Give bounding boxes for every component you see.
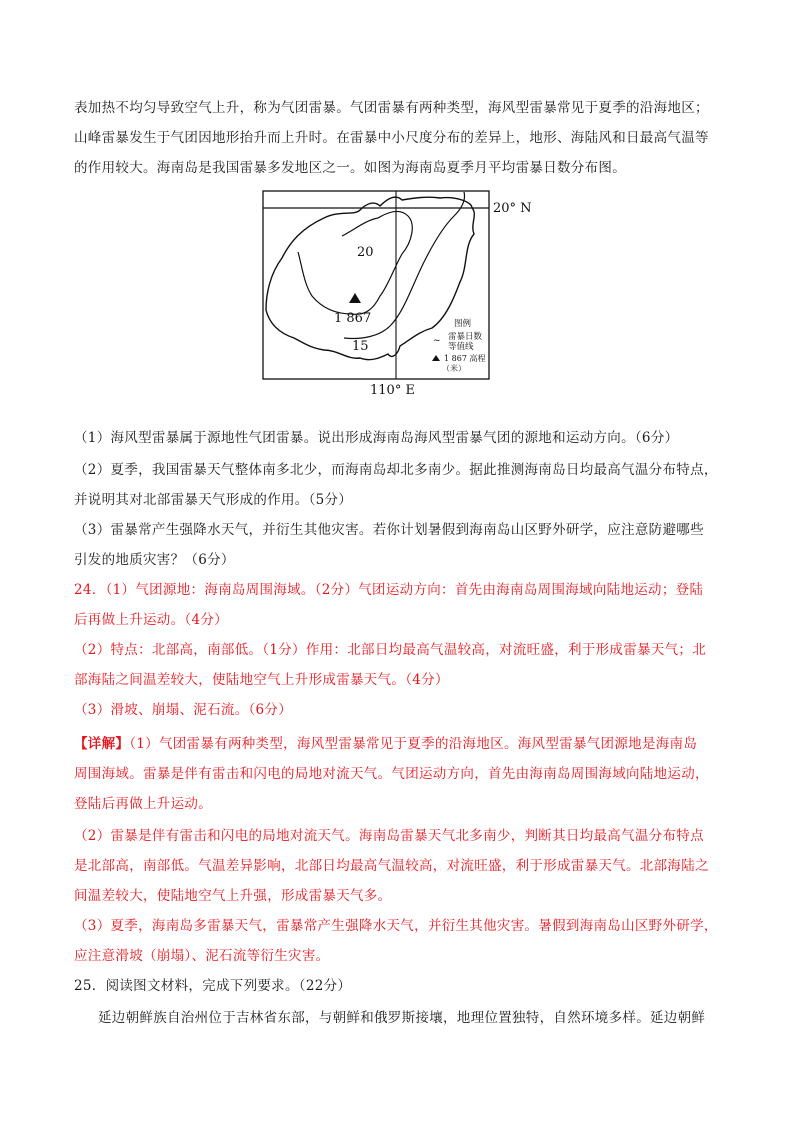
next-paragraph: 延边朝鲜族自治州位于吉林省东部，与朝鲜和俄罗斯接壤，地理位置独特，自然环境多样。延边朝鲜 xyxy=(98,1010,706,1026)
intro-line-1: 表加热不均匀导致空气上升，称为气团雷暴。气团雷暴有两种类型，海风型雷暴常见于夏季的沿海地区； xyxy=(74,100,709,116)
detail-line-8: 应注意滑坡（崩塌）、泥石流等衍生灾害。 xyxy=(74,948,330,964)
answer-line-4: 部海陆之间温差较大，使陆地空气上升形成雷暴天气。（4分） xyxy=(74,672,449,688)
answer-line-3: （2）特点：北部高，南部低。（1分）作用：北部日均最高气温较高，对流旺盛，利于形成雷暴天气；北 xyxy=(74,642,707,658)
detail-line-3: 登陆后再做上升运动。 xyxy=(74,796,212,812)
legend-peak-icon xyxy=(432,355,440,361)
detail-line-7: （3）夏季，海南岛多雷暴天气，雷暴常产生强降水天气，并衍生其他灾害。暑假到海南岛山区野外研学， xyxy=(74,918,718,934)
detail-line-4: （2）雷暴是伴有雷击和闪电的局地对流天气。海南岛雷暴天气北多南少，判断其日均最高气温分布特点 xyxy=(74,828,704,844)
detail-line-1-text: （1）气团雷暴有两种类型，海风型雷暴常见于夏季的沿海地区。海风型雷暴气团源地是海南岛 xyxy=(129,736,698,752)
legend-contour-label-1: 雷暴日数 xyxy=(448,332,483,342)
hainan-thunderstorm-map xyxy=(262,190,562,400)
contour-15-label: 15 xyxy=(352,339,369,354)
legend-unit-label: （米） xyxy=(442,364,466,373)
detail-line-6: 间温差较大，使陆地空气上升强，形成雷暴天气多。 xyxy=(74,888,392,904)
peak-marker xyxy=(349,293,361,303)
legend-title: 图例 xyxy=(454,319,472,329)
lon-label: 110° E xyxy=(370,383,415,398)
detail-tag: 【详解】 xyxy=(74,736,130,752)
question-1: （1）海风型雷暴属于源地性气团雷暴。说出形成海南岛海风型雷暴气团的源地和运动方向。（6分） xyxy=(74,430,679,446)
detail-line-1 xyxy=(74,734,730,754)
next-question: 25．阅读图文材料，完成下列要求。（22分） xyxy=(74,978,352,994)
contour-20-label: 20 xyxy=(357,245,374,260)
detail-line-2: 周围海域。雷暴是伴有雷击和闪电的局地对流天气。气团运动方向，首先由海南岛周围海域向陆地运动， xyxy=(74,766,709,782)
question-3-line-1: （3）雷暴常产生强降水天气，并衍生其他灾害。若你计划暑假到海南岛山区野外研学，应注意防避哪些 xyxy=(74,522,704,538)
answer-line-1: 24．（1）气团源地：海南岛周围海域。（2分）气团运动方向：首先由海南岛周围海域向陆地运动；登陆 xyxy=(74,582,704,598)
answer-line-2: 后再做上升运动。（4分） xyxy=(74,612,228,628)
legend-contour-label-2: 等值线 xyxy=(448,342,474,352)
legend-contour-icon: ~ xyxy=(433,336,441,346)
question-2-line-1: （2）夏季，我国雷暴天气整体南多北少，而海南岛却北多南少。据此推测海南岛日均最高气温分布特点， xyxy=(74,462,718,478)
lat-label: 20° N xyxy=(493,201,532,216)
intro-line-3: 的作用较大。海南岛是我国雷暴多发地区之一。如图为海南岛夏季月平均雷暴日数分布图。 xyxy=(74,160,626,176)
legend-peak-label: 1 867 高程 xyxy=(444,354,486,363)
peak-elevation-label: 1 867 xyxy=(334,311,372,326)
answer-line-5: （3）滑坡、崩塌、泥石流。（6分） xyxy=(74,702,293,718)
detail-line-5: 是北部高，南部低。气温差异影响，北部日均最高气温较高，对流旺盛，利于形成雷暴天气。北部海陆之 xyxy=(74,858,709,874)
question-3-line-2: 引发的地质灾害？（6分） xyxy=(74,552,235,568)
intro-line-2: 山峰雷暴发生于气团因地形抬升而上升时。在雷暴中小尺度分布的差异上，地形、海陆风和日最高气温等 xyxy=(74,130,709,146)
question-2-line-2: 并说明其对北部雷暴天气形成的作用。（5分） xyxy=(74,492,353,508)
island-coastline xyxy=(266,197,474,360)
